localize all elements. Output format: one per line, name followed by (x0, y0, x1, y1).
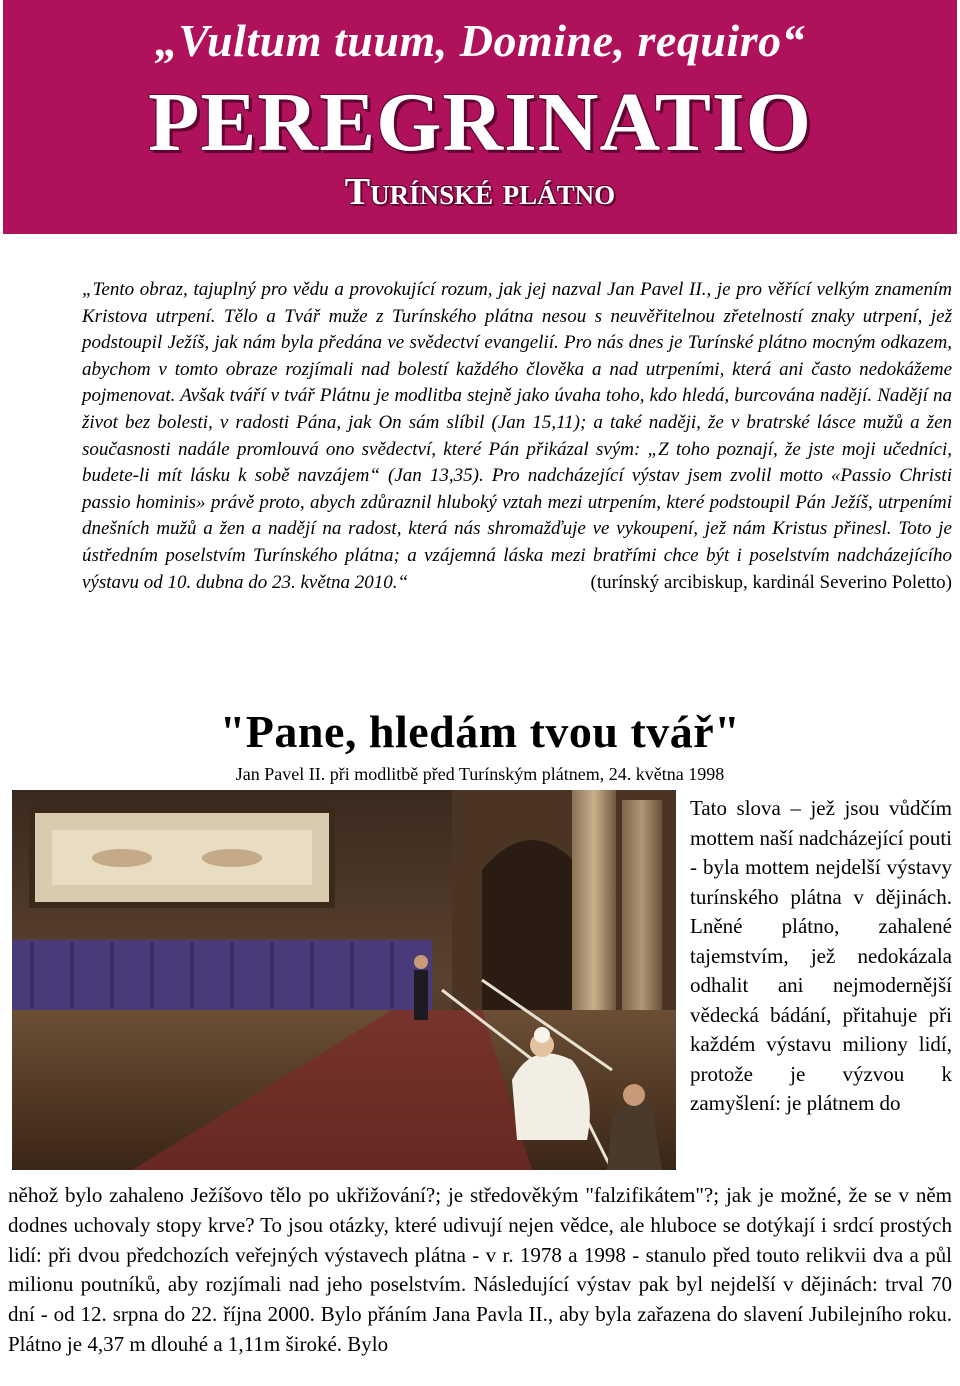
quote-attribution: (turínský arcibiskup, kardinál Severino Poletto) (590, 571, 952, 593)
quote-text: „Tento obraz, tajuplný pro vědu a provokující rozum, jak jej nazval Jan Pavel II., je pro věřící velkým znamením Kristova utrpení. Tělo a Tvář muže z Turínského plátna nesou s neuvěřitelnou zřetelností znaky utrpení, jež podstoupil Ježíš, jak nám byla předána ve svědectví evangelií. Pro nás dnes je Turínské plátno mocným odkazem, abychom v tomto obraze rozjímali nad bolestí každého člověka a nad utrpeními, která ani často nedokážeme pojmenovat. Avšak tváří v tvář Plátnu je modlitba stejně jako úvaha toho, kdo hledá, burcována nadějí. Nadějí na život bez bolesti, v radosti Pána, jak On sám slíbil (Jan 15,11); a také naději, že v bratrské lásce mužů a žen současnosti nadále promlouvá ono svědectví, které Pán přikázal svým: „Z toho poznají, že jste moji učedníci, budete-li mít lásku k sobě navzájem“ (Jan 13,35). Pro nadcházející výstav jsem zvolil motto «Passio Christi passio hominis» právě proto, abych zdůraznil hluboký vztah mezi utrpením, které podstoupil Pán Ježíš, utrpeními dnešních mužů a žen a nadějí na radost, která nás shromažďuje ve vykoupení, jež nám Kristus přinesl. Toto je ústředním poselstvím Turínského plátna; a vzájemná láska mezi bratřími chce být i poselstvím nadcházejícího výstavu od 10. dubna do 23. května 2010.“ (82, 279, 952, 593)
cardinal-quote (82, 277, 952, 596)
banner-motto: „Vultum tuum, Domine, requiro“ (154, 15, 806, 66)
banner-title: PEREGRINATIO (148, 76, 812, 169)
shroud-photo (12, 790, 676, 1170)
article-side-text: Tato slova – jež jsou vůdčím mottem naší nadcházející pouti - byla mottem nejdelší výstavy turínského plátna v dějinách. Lněné plátno, zahalené tajemstvím, jež nedokázala odhalit ani nejmodernější vědecká bádání, přitahuje při každém výstavu miliony lidí, protože je výzvou k zamyšlení: je plátnem do (690, 796, 952, 1115)
article-heading: "Pane, hledám tvou tvář" (219, 706, 741, 757)
title-banner (3, 0, 957, 234)
shroud-photo-illustration (12, 790, 676, 1170)
banner-subtitle: Turínské plátno (344, 171, 616, 213)
article-body-text: něhož bylo zahaleno Ježíšovo tělo po ukřižování?; je středověkým "falzifikátem"?; jak je možné, že se v něm dodnes uchovaly stopy krve? To jsou otázky, které udivují nejen vědce, ale hluboce se dotýkají i srdcí prostých lidí: při dvou předchozích veřejných výstavech plátna - v r. 1978 a 1998 - stanulo před touto relikvii dva a půl milionu poutníků, aby rozjímali nad jeho poselstvím. Následující výstav pak byl nejdelší v dějinách: trval 70 dní - od 12. srpna do 22. října 2000. Bylo přáním Jana Pavla II., aby byla zařazena do slavení Jubilejního roku. Plátno je 4,37 m dlouhé a 1,11m široké. Bylo (8, 1183, 952, 1356)
photo-caption: Jan Pavel II. při modlitbě před Turínským plátnem, 24. května 1998 (235, 764, 725, 784)
